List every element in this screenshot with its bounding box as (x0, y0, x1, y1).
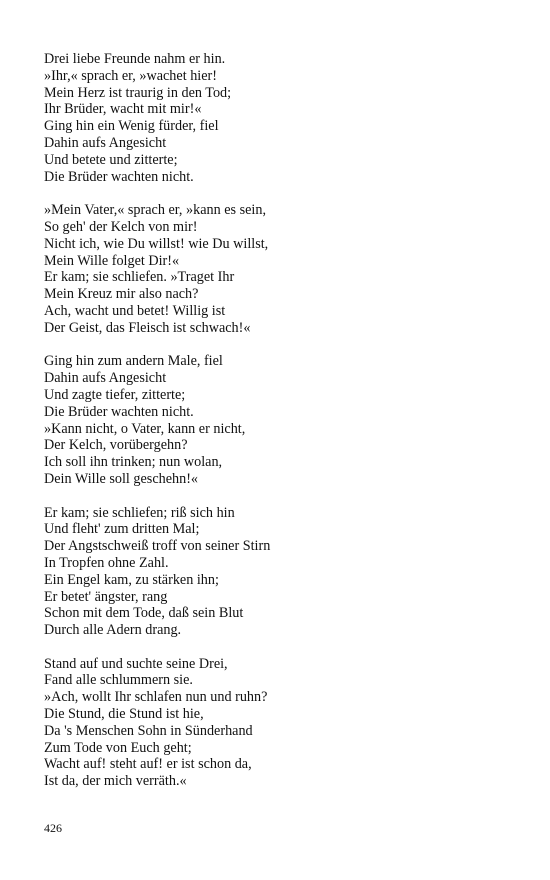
page-number: 426 (44, 821, 62, 835)
poem-line: Wacht auf! steht auf! er ist schon da, (44, 756, 252, 773)
poem-line: »Ach, wollt Ihr schlafen nun und ruhn? (44, 689, 268, 706)
poem-line: Die Stund, die Stund ist hie, (44, 706, 204, 723)
poem-line: Ein Engel kam, zu stärken ihn; (44, 571, 219, 588)
poem-line: Die Brüder wachten nicht. (44, 168, 194, 185)
poem-line: Dahin aufs Angesicht (44, 134, 167, 151)
poem-line: Zum Tode von Euch geht; (44, 739, 192, 756)
stanza-2 (44, 202, 514, 336)
poem-line: Die Brüder wachten nicht. (44, 403, 194, 420)
poem-line: Ging hin zum andern Male, fiel (44, 353, 223, 370)
poem-line: Und zagte tiefer, zitterte; (44, 386, 186, 403)
poem-line: Nicht ich, wie Du willst! wie Du willst, (44, 235, 269, 252)
poem-line: »Kann nicht, o Vater, kann er nicht, (44, 420, 246, 437)
poem-line: Der Geist, das Fleisch ist schwach!« (44, 319, 251, 336)
poem-line: Ging hin ein Wenig fürder, fiel (44, 118, 219, 135)
poem-line: Und betete und zitterte; (44, 151, 178, 168)
poem-line: Mein Wille folget Dir!« (44, 252, 180, 269)
poem-line: Ihr Brüder, wacht mit mir!« (44, 101, 202, 118)
poem-line: So geh' der Kelch von mir! (44, 218, 198, 235)
stanza-3 (44, 353, 514, 487)
poem-line: Ach, wacht und betet! Willig ist (44, 302, 226, 319)
poem-line: In Tropfen ohne Zahl. (44, 554, 169, 571)
poem-line: Drei liebe Freunde nahm er hin. (44, 51, 226, 67)
poem-line: Dein Wille soll geschehn!« (44, 470, 199, 487)
poem-line: Ist da, der mich verräth.« (44, 773, 187, 790)
poem-line: Mein Herz ist traurig in den Tod; (44, 84, 232, 101)
poem-line: Der Kelch, vorübergehn? (44, 437, 188, 454)
stanza-5 (44, 656, 514, 790)
poem-line: Durch alle Adern drang. (44, 622, 182, 639)
poem-line: Stand auf und suchte seine Drei, (44, 655, 228, 672)
poem-line: Mein Kreuz mir also nach? (44, 286, 199, 303)
poem-line: Der Angstschweiß troff von seiner Stirn (44, 538, 271, 555)
stanza-4 (44, 505, 514, 639)
poem-line: Und fleht' zum dritten Mal; (44, 521, 200, 538)
poem-line: Fand alle schlummern sie. (44, 672, 193, 689)
poem-line: Er betet' ängster, rang (44, 588, 168, 605)
poem-line: Da 's Menschen Sohn in Sünderhand (44, 722, 253, 739)
poem-line: Schon mit dem Tode, daß sein Blut (44, 605, 244, 622)
poem-line: Er kam; sie schliefen. »Traget Ihr (44, 269, 235, 286)
poem-line: Er kam; sie schliefen; riß sich hin (44, 504, 235, 521)
poem-line: Ich soll ihn trinken; nun wolan, (44, 454, 223, 471)
poem-line: »Mein Vater,« sprach er, »kann es sein, (44, 202, 266, 219)
stanza-1 (44, 51, 514, 185)
poem-line: Dahin aufs Angesicht (44, 370, 167, 387)
poem-line: »Ihr,« sprach er, »wachet hier! (44, 67, 217, 84)
poem (44, 51, 514, 807)
